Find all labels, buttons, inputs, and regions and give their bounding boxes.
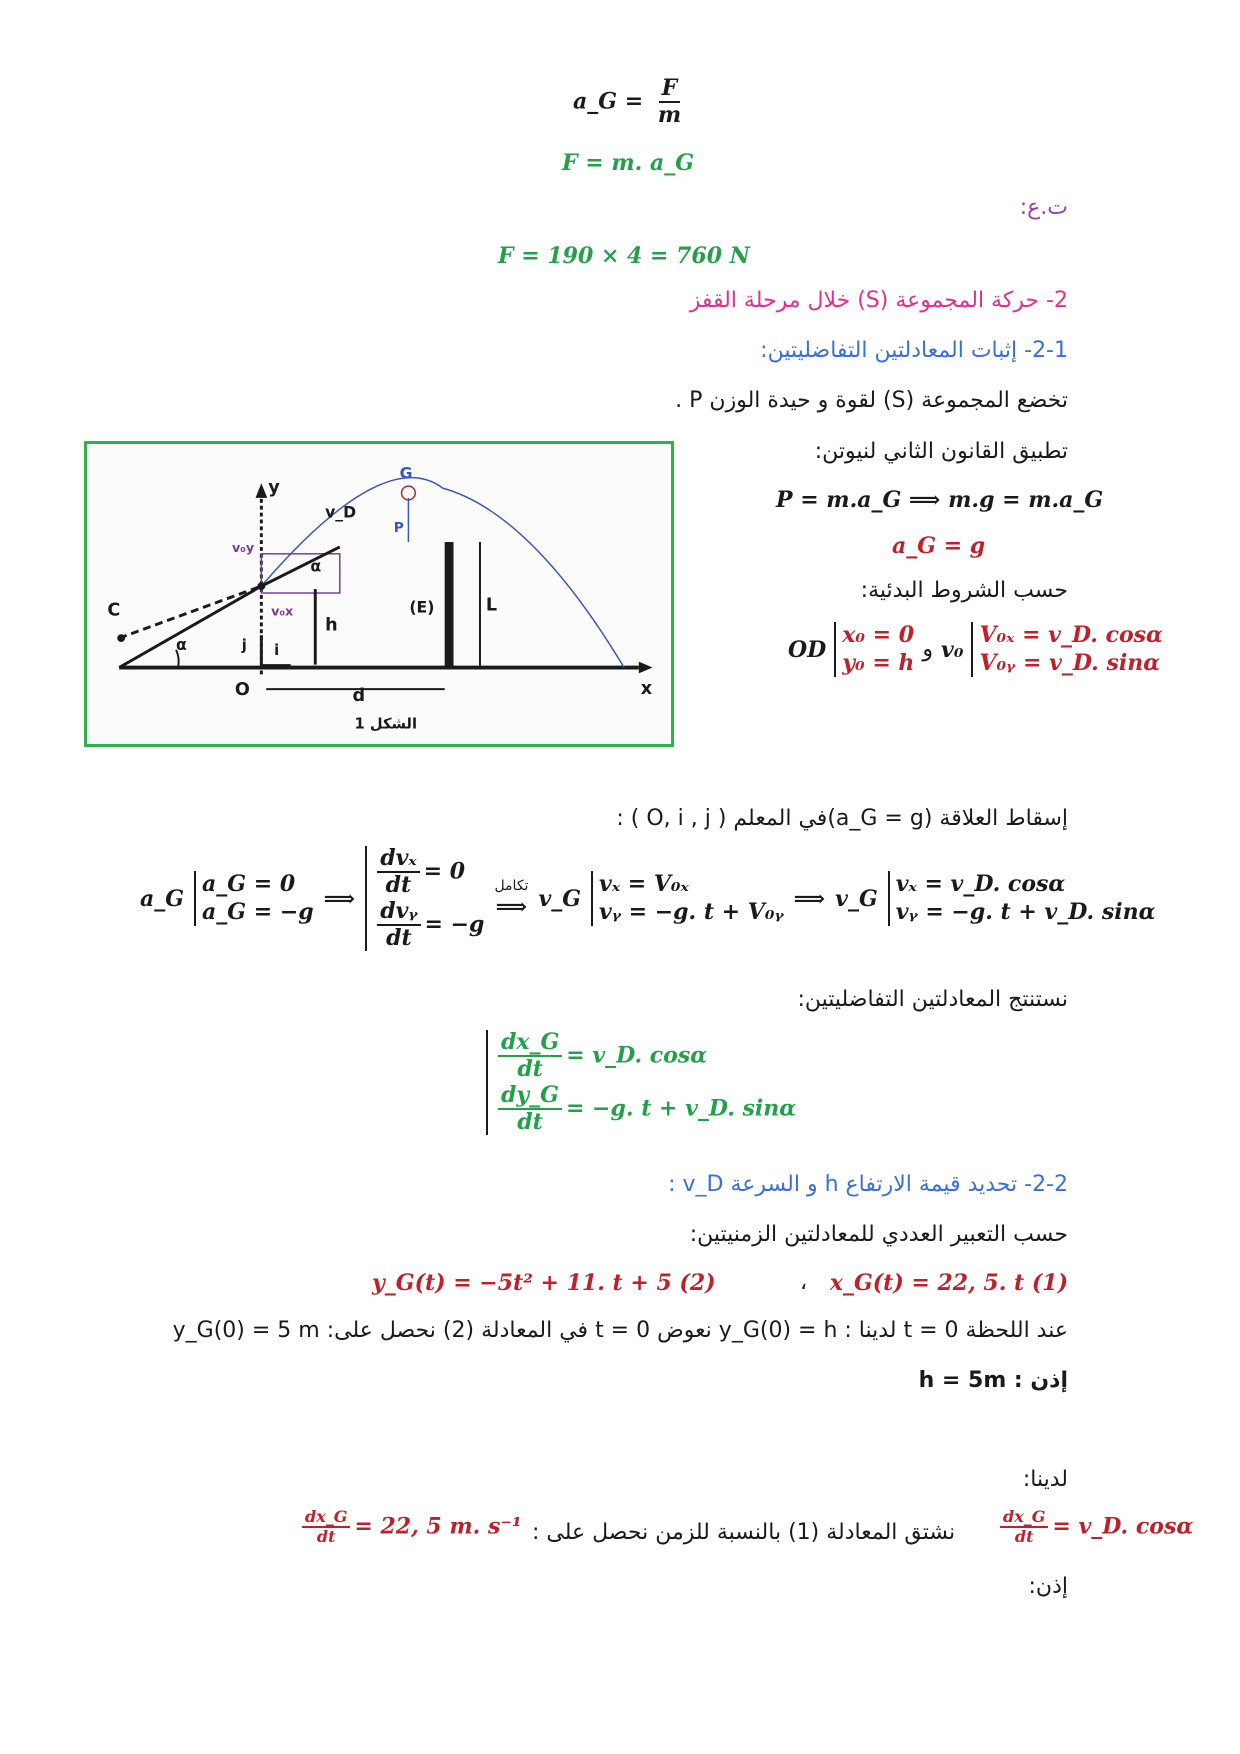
derive-sentence: نشتق المعادلة (1) بالنسبة للزمن نحصل على : xyxy=(532,1520,956,1545)
trajectory-diagram xyxy=(87,444,671,744)
point-d xyxy=(257,582,265,590)
ag-equals-g: a_G = g xyxy=(892,533,986,559)
label-y: y xyxy=(268,478,280,499)
subject-forces: تخضع المجموعة (S) لقوة و حيدة الوزن P . xyxy=(675,388,1068,413)
x-axis-arrow xyxy=(639,662,653,674)
derivative-definition: $\frac{dx\_G}{dt}$ = v_D. cosα xyxy=(996,1508,1193,1547)
label-d: d xyxy=(352,685,366,706)
label-o: O xyxy=(234,679,250,700)
initial-conditions-label: حسب الشروط البدئية: xyxy=(860,578,1068,603)
label-g: G xyxy=(399,463,413,483)
label-c: C xyxy=(107,600,121,621)
deduce-label: نستنتج المعادلتين التفاضليتين: xyxy=(797,987,1068,1012)
vd-vector xyxy=(261,547,339,586)
numeric-application-label: ت.ع: xyxy=(1019,195,1068,220)
time-equation-2: y_G(t) = −5t² + 11. t + 5 (2) xyxy=(372,1270,716,1296)
point-g xyxy=(402,486,416,500)
label-p: P xyxy=(393,520,404,537)
point-c xyxy=(117,634,125,642)
label-e: (E) xyxy=(409,597,435,617)
label-i: i xyxy=(274,641,280,659)
y-axis-arrow xyxy=(255,483,267,498)
label-j: j xyxy=(241,636,247,654)
label-alpha-d: α xyxy=(310,556,322,576)
derivative-value: $\frac{dx\_G}{dt}$ = 22, 5 m. s⁻¹ xyxy=(298,1508,522,1547)
h-result: إذن : h = 5m xyxy=(918,1368,1068,1393)
ag-equation: a_G = $\frac{F}{m}$ xyxy=(573,75,682,129)
section-2-title: 2- حركة المجموعة (S) خلال مرحلة القفز xyxy=(689,288,1068,313)
we-have-label: لدينا: xyxy=(1022,1467,1068,1492)
initial-conditions: OD x₀ = 0 y₀ = h و v₀ V₀ₓ = v_D. cosα V₀ᵧ = v_D. sinα xyxy=(788,622,1163,676)
trajectory-figure xyxy=(84,441,674,747)
newton-equation: P = m.a_G ⟹ m.g = m.a_G xyxy=(776,487,1104,513)
label-x: x xyxy=(640,679,653,699)
label-v0y: v₀y xyxy=(231,540,255,556)
obstacle-e xyxy=(445,542,454,667)
label-h: h xyxy=(325,615,338,636)
section-2-1-title: 2-1- إثبات المعادلتين التفاضليتين: xyxy=(760,338,1068,363)
figure-caption: الشكل 1 xyxy=(354,715,417,733)
projection-system: a_G a_G = 0 a_G = −g ⟹ $\frac{\text{dvₓ}}{dt}$ = 0 $\frac{\text{dvᵧ}}{dt}$ = −g تكامل ⟹ v_G vₓ = V₀ₓ vᵧ = −g. t + V₀ᵧ ⟹ v_G vₓ = v_D. cosα vᵧ = −g. t + v_D. sinα xyxy=(140,845,1156,951)
section-2-2-title: 2-2- تحديد قيمة الارتفاع h و السرعة v_D : xyxy=(668,1172,1068,1197)
projection-label: إسقاط العلاقة (a_G = g)في المعلم ( O, i , j ) : xyxy=(616,806,1068,831)
label-vd: v_D xyxy=(325,502,357,522)
force-relation: F = m. a_G xyxy=(562,150,695,176)
time-equation-1: x_G(t) = 22, 5. t (1) xyxy=(829,1270,1068,1296)
differential-equations: $\frac{dx\_G}{dt}$ = v_D. cosα $\frac{dy\_G}{dt}$ = −g. t + v_D. sinα xyxy=(486,1030,796,1135)
equation-separator: ، xyxy=(800,1270,808,1295)
ramp-extension xyxy=(119,586,261,638)
label-v0x: v₀x xyxy=(271,604,294,620)
newton-law-label: تطبيق القانون الثاني لنيوتن: xyxy=(814,439,1068,464)
numeric-expression-label: حسب التعبير العددي للمعادلتين الزمنيتين: xyxy=(689,1222,1068,1247)
ramp xyxy=(119,586,261,667)
force-value: F = 190 × 4 = 760 N xyxy=(498,243,750,269)
label-alpha: α xyxy=(176,634,187,654)
then-label: إذن: xyxy=(1028,1574,1068,1599)
label-l: L xyxy=(485,595,498,616)
initial-time-sentence: عند اللحظة t = 0 لدينا : y_G(0) = h نعوض t = 0 في المعادلة (2) نحصل على: y_G(0) = 5 m xyxy=(172,1318,1068,1343)
